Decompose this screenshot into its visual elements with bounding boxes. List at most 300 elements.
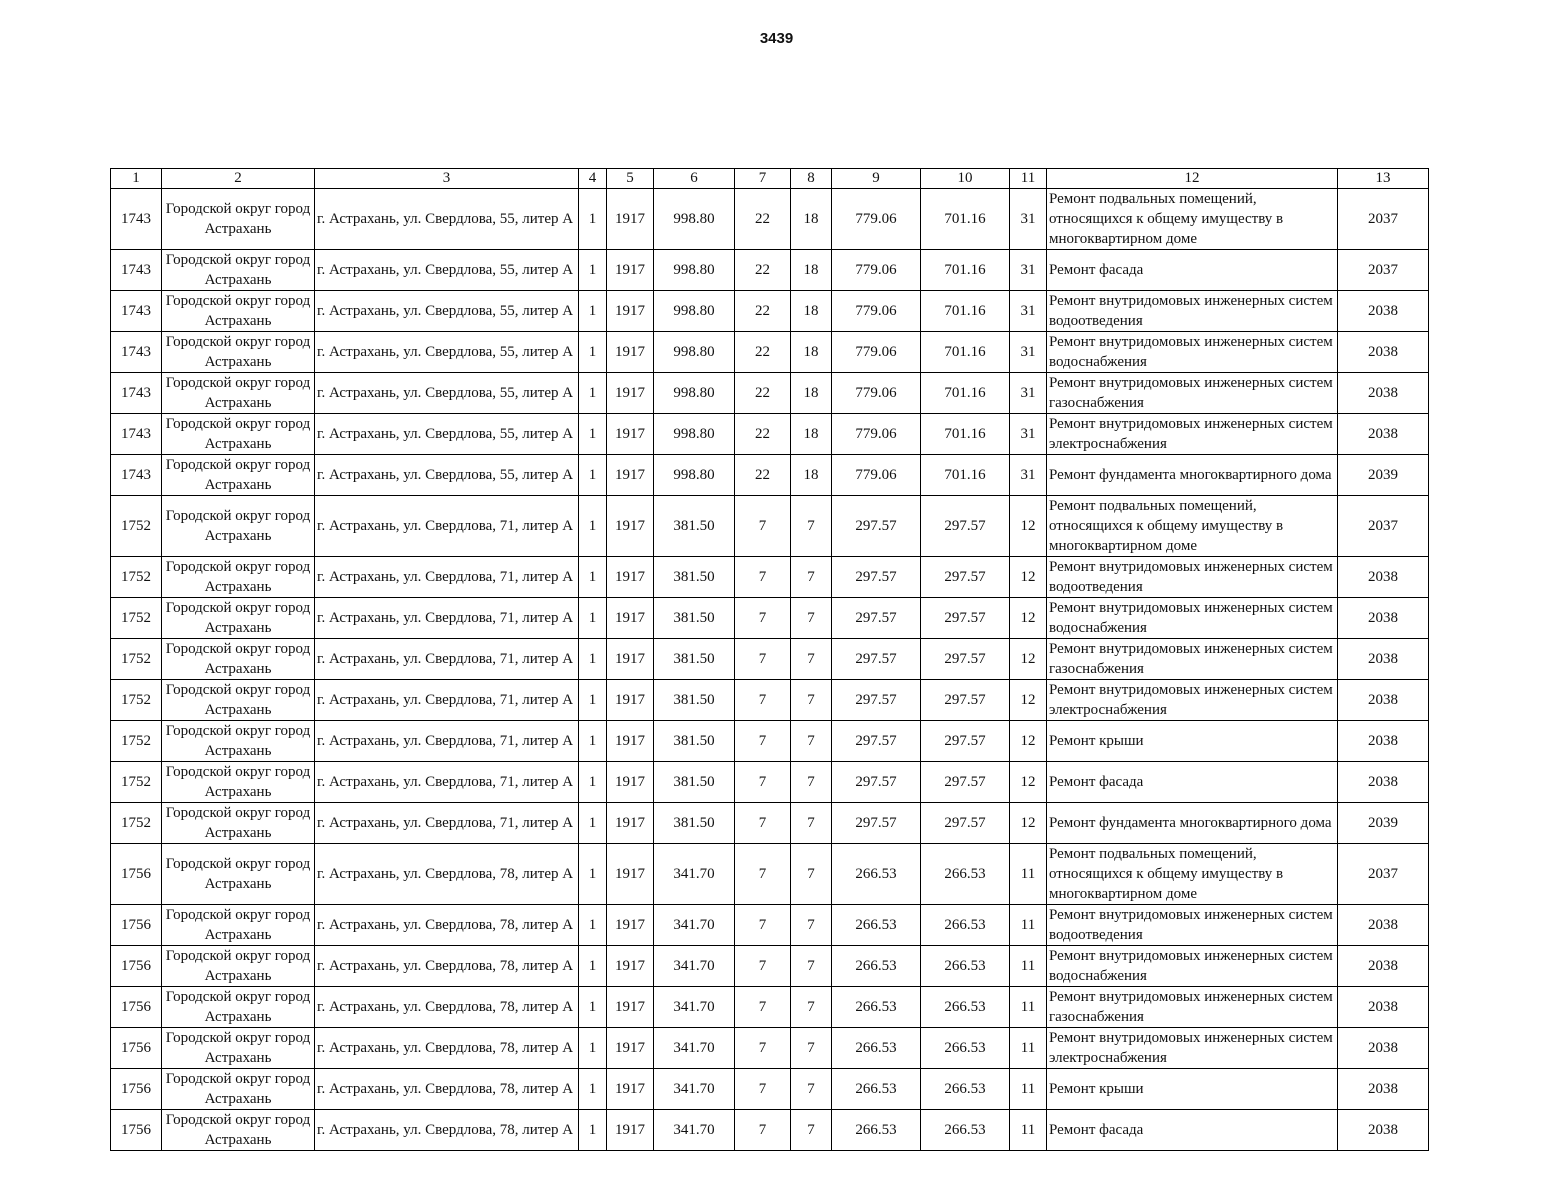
row-number-cell: 1752 — [111, 557, 162, 598]
row-number-cell: 1752 — [111, 803, 162, 844]
col8-cell: 18 — [791, 373, 832, 414]
col4-cell: 1 — [579, 1028, 607, 1069]
row-number-cell: 1752 — [111, 496, 162, 557]
row-number-cell: 1752 — [111, 639, 162, 680]
col4-cell: 1 — [579, 905, 607, 946]
col9-cell: 779.06 — [832, 414, 921, 455]
col8-cell: 18 — [791, 291, 832, 332]
col9-cell: 297.57 — [832, 496, 921, 557]
header-row — [111, 169, 1429, 189]
address-cell: г. Астрахань, ул. Свердлова, 55, литер А — [315, 250, 579, 291]
row-number-cell: 1743 — [111, 189, 162, 250]
area-cell: 341.70 — [654, 1069, 735, 1110]
year-cell: 1917 — [607, 373, 654, 414]
row-number-cell: 1743 — [111, 250, 162, 291]
col7-cell: 7 — [735, 598, 791, 639]
col11-cell: 11 — [1010, 987, 1047, 1028]
col4-cell: 1 — [579, 762, 607, 803]
municipality-cell: Городской округ город Астрахань — [162, 189, 315, 250]
col7-cell: 7 — [735, 557, 791, 598]
work-type-cell: Ремонт подвальных помещений, относящихся к общему имуществу в многоквартирном доме — [1047, 844, 1338, 905]
col4-cell: 1 — [579, 987, 607, 1028]
table-row — [111, 905, 1429, 946]
col9-cell: 266.53 — [832, 946, 921, 987]
col10-cell: 266.53 — [921, 1069, 1010, 1110]
row-number-cell: 1743 — [111, 414, 162, 455]
area-cell: 381.50 — [654, 680, 735, 721]
work-type-cell: Ремонт внутридомовых инженерных систем электроснабжения — [1047, 1028, 1338, 1069]
table-row — [111, 1069, 1429, 1110]
col10-cell: 297.57 — [921, 496, 1010, 557]
work-type-cell: Ремонт крыши — [1047, 1069, 1338, 1110]
row-number-cell: 1756 — [111, 946, 162, 987]
year-planned-cell: 2038 — [1338, 946, 1429, 987]
col10-cell: 266.53 — [921, 1110, 1010, 1151]
year-planned-cell: 2037 — [1338, 189, 1429, 250]
col11-cell: 12 — [1010, 496, 1047, 557]
area-cell: 381.50 — [654, 762, 735, 803]
area-cell: 381.50 — [654, 598, 735, 639]
col7-cell: 7 — [735, 1028, 791, 1069]
work-type-cell: Ремонт фундамента многоквартирного дома — [1047, 803, 1338, 844]
col8-cell: 7 — [791, 1069, 832, 1110]
table-row — [111, 987, 1429, 1028]
col9-cell: 779.06 — [832, 291, 921, 332]
row-number-cell: 1743 — [111, 455, 162, 496]
municipality-cell: Городской округ город Астрахань — [162, 250, 315, 291]
address-cell: г. Астрахань, ул. Свердлова, 55, литер А — [315, 189, 579, 250]
col4-cell: 1 — [579, 557, 607, 598]
year-planned-cell: 2038 — [1338, 557, 1429, 598]
col7-cell: 7 — [735, 680, 791, 721]
col11-cell: 12 — [1010, 762, 1047, 803]
col9-cell: 266.53 — [832, 844, 921, 905]
year-planned-cell: 2037 — [1338, 250, 1429, 291]
year-cell: 1917 — [607, 557, 654, 598]
col7-cell: 22 — [735, 250, 791, 291]
year-planned-cell: 2038 — [1338, 721, 1429, 762]
col11-cell: 12 — [1010, 557, 1047, 598]
row-number-cell: 1756 — [111, 844, 162, 905]
col11-cell: 31 — [1010, 291, 1047, 332]
col7-cell: 7 — [735, 639, 791, 680]
year-planned-cell: 2038 — [1338, 373, 1429, 414]
municipality-cell: Городской округ город Астрахань — [162, 803, 315, 844]
year-cell: 1917 — [607, 496, 654, 557]
year-cell: 1917 — [607, 414, 654, 455]
col10-cell: 297.57 — [921, 598, 1010, 639]
address-cell: г. Астрахань, ул. Свердлова, 71, литер А — [315, 557, 579, 598]
year-cell: 1917 — [607, 946, 654, 987]
col8-cell: 18 — [791, 189, 832, 250]
col8-cell: 7 — [791, 762, 832, 803]
column-header: 2 — [162, 169, 315, 189]
area-cell: 341.70 — [654, 946, 735, 987]
address-cell: г. Астрахань, ул. Свердлова, 55, литер А — [315, 291, 579, 332]
col11-cell: 11 — [1010, 905, 1047, 946]
col11-cell: 11 — [1010, 946, 1047, 987]
col8-cell: 7 — [791, 1110, 832, 1151]
year-cell: 1917 — [607, 803, 654, 844]
address-cell: г. Астрахань, ул. Свердлова, 55, литер А — [315, 455, 579, 496]
col9-cell: 297.57 — [832, 598, 921, 639]
area-cell: 381.50 — [654, 803, 735, 844]
col4-cell: 1 — [579, 414, 607, 455]
area-cell: 341.70 — [654, 844, 735, 905]
municipality-cell: Городской округ город Астрахань — [162, 639, 315, 680]
col7-cell: 7 — [735, 496, 791, 557]
col7-cell: 7 — [735, 905, 791, 946]
column-header: 1 — [111, 169, 162, 189]
work-type-cell: Ремонт фасада — [1047, 1110, 1338, 1151]
table-row — [111, 291, 1429, 332]
col10-cell: 701.16 — [921, 250, 1010, 291]
work-type-cell: Ремонт фундамента многоквартирного дома — [1047, 455, 1338, 496]
col10-cell: 297.57 — [921, 680, 1010, 721]
col8-cell: 7 — [791, 987, 832, 1028]
col9-cell: 297.57 — [832, 639, 921, 680]
work-type-cell: Ремонт внутридомовых инженерных систем водоотведения — [1047, 291, 1338, 332]
col8-cell: 7 — [791, 721, 832, 762]
col11-cell: 11 — [1010, 1110, 1047, 1151]
col7-cell: 7 — [735, 762, 791, 803]
work-type-cell: Ремонт внутридомовых инженерных систем газоснабжения — [1047, 639, 1338, 680]
table-row — [111, 762, 1429, 803]
col10-cell: 266.53 — [921, 1028, 1010, 1069]
col11-cell: 31 — [1010, 250, 1047, 291]
col4-cell: 1 — [579, 803, 607, 844]
col10-cell: 701.16 — [921, 291, 1010, 332]
table-row — [111, 946, 1429, 987]
col10-cell: 266.53 — [921, 946, 1010, 987]
col11-cell: 31 — [1010, 455, 1047, 496]
col9-cell: 266.53 — [832, 987, 921, 1028]
col11-cell: 31 — [1010, 414, 1047, 455]
year-cell: 1917 — [607, 844, 654, 905]
col10-cell: 701.16 — [921, 189, 1010, 250]
row-number-cell: 1756 — [111, 1069, 162, 1110]
year-cell: 1917 — [607, 639, 654, 680]
column-header: 11 — [1010, 169, 1047, 189]
table-row — [111, 332, 1429, 373]
col11-cell: 31 — [1010, 189, 1047, 250]
col11-cell: 12 — [1010, 639, 1047, 680]
address-cell: г. Астрахань, ул. Свердлова, 55, литер А — [315, 332, 579, 373]
address-cell: г. Астрахань, ул. Свердлова, 71, литер А — [315, 639, 579, 680]
col7-cell: 7 — [735, 1110, 791, 1151]
year-cell: 1917 — [607, 1110, 654, 1151]
col8-cell: 18 — [791, 455, 832, 496]
row-number-cell: 1752 — [111, 598, 162, 639]
area-cell: 998.80 — [654, 373, 735, 414]
col8-cell: 7 — [791, 557, 832, 598]
col9-cell: 297.57 — [832, 762, 921, 803]
column-header: 4 — [579, 169, 607, 189]
col11-cell: 12 — [1010, 680, 1047, 721]
col8-cell: 18 — [791, 250, 832, 291]
col10-cell: 266.53 — [921, 905, 1010, 946]
col4-cell: 1 — [579, 1110, 607, 1151]
col7-cell: 7 — [735, 803, 791, 844]
municipality-cell: Городской округ город Астрахань — [162, 598, 315, 639]
row-number-cell: 1752 — [111, 762, 162, 803]
municipality-cell: Городской округ город Астрахань — [162, 762, 315, 803]
col8-cell: 7 — [791, 496, 832, 557]
municipality-cell: Городской округ город Астрахань — [162, 291, 315, 332]
col9-cell: 297.57 — [832, 803, 921, 844]
area-cell: 998.80 — [654, 189, 735, 250]
year-planned-cell: 2038 — [1338, 1110, 1429, 1151]
col4-cell: 1 — [579, 680, 607, 721]
col9-cell: 779.06 — [832, 373, 921, 414]
column-header: 10 — [921, 169, 1010, 189]
year-planned-cell: 2038 — [1338, 1028, 1429, 1069]
col10-cell: 701.16 — [921, 373, 1010, 414]
row-number-cell: 1756 — [111, 905, 162, 946]
address-cell: г. Астрахань, ул. Свердлова, 55, литер А — [315, 373, 579, 414]
row-number-cell: 1756 — [111, 1028, 162, 1069]
municipality-cell: Городской округ город Астрахань — [162, 414, 315, 455]
col8-cell: 7 — [791, 598, 832, 639]
year-planned-cell: 2037 — [1338, 844, 1429, 905]
work-type-cell: Ремонт внутридомовых инженерных систем водоотведения — [1047, 557, 1338, 598]
col4-cell: 1 — [579, 250, 607, 291]
col10-cell: 266.53 — [921, 844, 1010, 905]
col9-cell: 266.53 — [832, 1069, 921, 1110]
col4-cell: 1 — [579, 189, 607, 250]
col9-cell: 779.06 — [832, 250, 921, 291]
row-number-cell: 1756 — [111, 987, 162, 1028]
col8-cell: 7 — [791, 905, 832, 946]
column-header: 8 — [791, 169, 832, 189]
col9-cell: 779.06 — [832, 455, 921, 496]
municipality-cell: Городской округ город Астрахань — [162, 332, 315, 373]
area-cell: 998.80 — [654, 455, 735, 496]
municipality-cell: Городской округ город Астрахань — [162, 1028, 315, 1069]
year-cell: 1917 — [607, 250, 654, 291]
municipality-cell: Городской округ город Астрахань — [162, 844, 315, 905]
col8-cell: 7 — [791, 946, 832, 987]
col10-cell: 297.57 — [921, 721, 1010, 762]
col8-cell: 7 — [791, 844, 832, 905]
address-cell: г. Астрахань, ул. Свердлова, 71, литер А — [315, 496, 579, 557]
col11-cell: 11 — [1010, 1028, 1047, 1069]
municipality-cell: Городской округ город Астрахань — [162, 987, 315, 1028]
municipality-cell: Городской округ город Астрахань — [162, 946, 315, 987]
row-number-cell: 1756 — [111, 1110, 162, 1151]
work-type-cell: Ремонт внутридомовых инженерных систем водоснабжения — [1047, 598, 1338, 639]
area-cell: 998.80 — [654, 414, 735, 455]
table-row — [111, 373, 1429, 414]
year-cell: 1917 — [607, 332, 654, 373]
address-cell: г. Астрахань, ул. Свердлова, 78, литер А — [315, 905, 579, 946]
municipality-cell: Городской округ город Астрахань — [162, 1110, 315, 1151]
municipality-cell: Городской округ город Астрахань — [162, 905, 315, 946]
col9-cell: 779.06 — [832, 332, 921, 373]
year-planned-cell: 2039 — [1338, 455, 1429, 496]
col4-cell: 1 — [579, 1069, 607, 1110]
address-cell: г. Астрахань, ул. Свердлова, 71, литер А — [315, 680, 579, 721]
col11-cell: 11 — [1010, 1069, 1047, 1110]
year-cell: 1917 — [607, 905, 654, 946]
table-row — [111, 250, 1429, 291]
col8-cell: 7 — [791, 639, 832, 680]
col8-cell: 18 — [791, 332, 832, 373]
table-row — [111, 639, 1429, 680]
work-type-cell: Ремонт внутридомовых инженерных систем водоснабжения — [1047, 946, 1338, 987]
area-cell: 381.50 — [654, 557, 735, 598]
column-header: 9 — [832, 169, 921, 189]
column-header: 7 — [735, 169, 791, 189]
table-row — [111, 680, 1429, 721]
table-row — [111, 496, 1429, 557]
col4-cell: 1 — [579, 332, 607, 373]
address-cell: г. Астрахань, ул. Свердлова, 71, литер А — [315, 803, 579, 844]
row-number-cell: 1743 — [111, 291, 162, 332]
table-row — [111, 721, 1429, 762]
col7-cell: 7 — [735, 946, 791, 987]
work-type-cell: Ремонт фасада — [1047, 250, 1338, 291]
municipality-cell: Городской округ город Астрахань — [162, 496, 315, 557]
work-type-cell: Ремонт крыши — [1047, 721, 1338, 762]
page-number: 3439 — [759, 30, 794, 47]
address-cell: г. Астрахань, ул. Свердлова, 78, литер А — [315, 844, 579, 905]
col7-cell: 22 — [735, 414, 791, 455]
col11-cell: 12 — [1010, 598, 1047, 639]
col9-cell: 266.53 — [832, 1110, 921, 1151]
col4-cell: 1 — [579, 598, 607, 639]
col4-cell: 1 — [579, 291, 607, 332]
col4-cell: 1 — [579, 373, 607, 414]
col11-cell: 31 — [1010, 332, 1047, 373]
work-type-cell: Ремонт внутридомовых инженерных систем газоснабжения — [1047, 373, 1338, 414]
column-header: 6 — [654, 169, 735, 189]
address-cell: г. Астрахань, ул. Свердлова, 71, литер А — [315, 598, 579, 639]
col9-cell: 297.57 — [832, 721, 921, 762]
year-planned-cell: 2038 — [1338, 762, 1429, 803]
col8-cell: 7 — [791, 680, 832, 721]
year-planned-cell: 2038 — [1338, 414, 1429, 455]
col4-cell: 1 — [579, 844, 607, 905]
year-cell: 1917 — [607, 1028, 654, 1069]
year-cell: 1917 — [607, 291, 654, 332]
table-row — [111, 455, 1429, 496]
col10-cell: 701.16 — [921, 455, 1010, 496]
row-number-cell: 1752 — [111, 721, 162, 762]
col9-cell: 266.53 — [832, 905, 921, 946]
year-cell: 1917 — [607, 1069, 654, 1110]
row-number-cell: 1743 — [111, 373, 162, 414]
col7-cell: 22 — [735, 373, 791, 414]
year-planned-cell: 2038 — [1338, 639, 1429, 680]
col7-cell: 22 — [735, 332, 791, 373]
area-cell: 998.80 — [654, 250, 735, 291]
col10-cell: 266.53 — [921, 987, 1010, 1028]
municipality-cell: Городской округ город Астрахань — [162, 680, 315, 721]
area-cell: 341.70 — [654, 1028, 735, 1069]
area-cell: 341.70 — [654, 987, 735, 1028]
area-cell: 341.70 — [654, 905, 735, 946]
col10-cell: 701.16 — [921, 332, 1010, 373]
col10-cell: 297.57 — [921, 557, 1010, 598]
column-header: 13 — [1338, 169, 1429, 189]
area-cell: 381.50 — [654, 496, 735, 557]
area-cell: 998.80 — [654, 291, 735, 332]
table-row — [111, 1028, 1429, 1069]
work-type-cell: Ремонт внутридомовых инженерных систем водоснабжения — [1047, 332, 1338, 373]
repair-schedule-table — [110, 168, 1429, 1151]
table-row — [111, 1110, 1429, 1151]
col10-cell: 701.16 — [921, 414, 1010, 455]
address-cell: г. Астрахань, ул. Свердлова, 78, литер А — [315, 1110, 579, 1151]
col7-cell: 7 — [735, 721, 791, 762]
col10-cell: 297.57 — [921, 762, 1010, 803]
col11-cell: 12 — [1010, 803, 1047, 844]
area-cell: 381.50 — [654, 639, 735, 680]
municipality-cell: Городской округ город Астрахань — [162, 455, 315, 496]
year-planned-cell: 2038 — [1338, 987, 1429, 1028]
municipality-cell: Городской округ город Астрахань — [162, 373, 315, 414]
column-header: 5 — [607, 169, 654, 189]
column-header: 12 — [1047, 169, 1338, 189]
work-type-cell: Ремонт фасада — [1047, 762, 1338, 803]
table-body — [111, 189, 1429, 1151]
year-cell: 1917 — [607, 598, 654, 639]
col9-cell: 266.53 — [832, 1028, 921, 1069]
row-number-cell: 1743 — [111, 332, 162, 373]
municipality-cell: Городской округ город Астрахань — [162, 557, 315, 598]
address-cell: г. Астрахань, ул. Свердлова, 71, литер А — [315, 762, 579, 803]
col7-cell: 22 — [735, 455, 791, 496]
address-cell: г. Астрахань, ул. Свердлова, 78, литер А — [315, 1069, 579, 1110]
year-planned-cell: 2038 — [1338, 598, 1429, 639]
table-row — [111, 598, 1429, 639]
area-cell: 998.80 — [654, 332, 735, 373]
work-type-cell: Ремонт внутридомовых инженерных систем электроснабжения — [1047, 680, 1338, 721]
address-cell: г. Астрахань, ул. Свердлова, 71, литер А — [315, 721, 579, 762]
col4-cell: 1 — [579, 639, 607, 680]
col4-cell: 1 — [579, 455, 607, 496]
year-cell: 1917 — [607, 762, 654, 803]
work-type-cell: Ремонт подвальных помещений, относящихся к общему имуществу в многоквартирном доме — [1047, 496, 1338, 557]
area-cell: 341.70 — [654, 1110, 735, 1151]
col9-cell: 297.57 — [832, 557, 921, 598]
year-planned-cell: 2039 — [1338, 803, 1429, 844]
year-cell: 1917 — [607, 721, 654, 762]
work-type-cell: Ремонт внутридомовых инженерных систем водоотведения — [1047, 905, 1338, 946]
table-row — [111, 844, 1429, 905]
work-type-cell: Ремонт подвальных помещений, относящихся к общему имуществу в многоквартирном доме — [1047, 189, 1338, 250]
year-cell: 1917 — [607, 189, 654, 250]
col11-cell: 12 — [1010, 721, 1047, 762]
address-cell: г. Астрахань, ул. Свердлова, 78, литер А — [315, 1028, 579, 1069]
table-row — [111, 803, 1429, 844]
year-cell: 1917 — [607, 680, 654, 721]
col8-cell: 18 — [791, 414, 832, 455]
col7-cell: 22 — [735, 189, 791, 250]
year-planned-cell: 2038 — [1338, 332, 1429, 373]
col8-cell: 7 — [791, 803, 832, 844]
year-planned-cell: 2038 — [1338, 680, 1429, 721]
col11-cell: 31 — [1010, 373, 1047, 414]
address-cell: г. Астрахань, ул. Свердлова, 78, литер А — [315, 987, 579, 1028]
col8-cell: 7 — [791, 1028, 832, 1069]
col11-cell: 11 — [1010, 844, 1047, 905]
year-planned-cell: 2037 — [1338, 496, 1429, 557]
area-cell: 381.50 — [654, 721, 735, 762]
col10-cell: 297.57 — [921, 803, 1010, 844]
col7-cell: 22 — [735, 291, 791, 332]
